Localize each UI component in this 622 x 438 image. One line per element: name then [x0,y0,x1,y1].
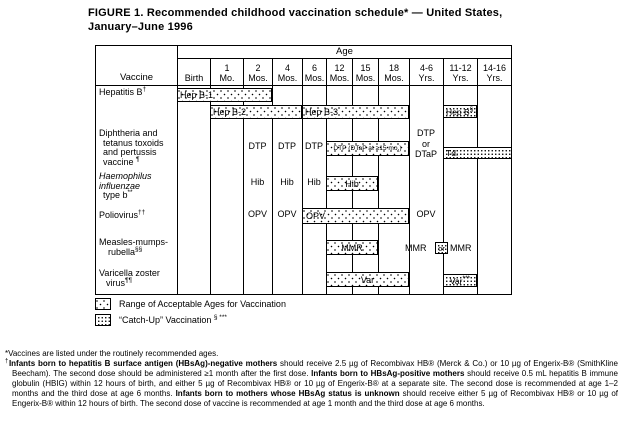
cell-mmr-11-12yrs: MMR [450,243,472,253]
age-header: Age [178,46,511,59]
bar-mmr-or-box: or [435,242,448,254]
col-header-11-12yrs: 11-12 Yrs. [449,63,472,83]
cell-dtp-6mos: DTP [305,141,323,151]
range-pattern-swatch [95,298,111,310]
figure-title [88,7,568,34]
col-header-4mos: 4 Mos. [277,63,298,83]
legend-range-label: Range of Acceptable Ages for Vaccination [119,299,286,309]
bar-var-catchup: Var*** [443,274,477,287]
col-header-18mos: 18 Mos. [384,63,404,83]
bar-dtp-dtap-range: DTP (DTaP at ≥15 mo.) [326,141,409,156]
bar-opv-range: OPV [302,208,409,224]
vaccine-header-label: Vaccine [119,72,154,83]
col-header-12mos: 12 Mos. [329,63,350,83]
legend-catchup-label: “Catch-Up” Vaccination § *** [119,314,227,325]
bar-hep-b-catchup: Hep B§ [443,105,477,118]
bar-hep-b-3: Hep B-3 [302,105,409,119]
bar-hib-range: Hib [326,176,378,191]
footnote-asterisk: *Vaccines are listed under the routinely recommended ages. [5,349,219,358]
legend-range-row [95,298,286,310]
cell-dtp-or-dtap-4-6yrs: DTP or DTaP [414,128,437,159]
catchup-pattern-swatch [95,314,111,326]
legend-catchup-row [95,314,286,326]
legend [95,298,286,330]
vaccine-label-hib: Haemophilus influenzae type b** [99,171,152,200]
vaccine-label-hepatitis-b: Hepatitis B† [99,86,147,97]
cell-hib-4mos: Hib [280,177,294,187]
vaccination-schedule-table [95,45,512,295]
cell-opv-2mos: OPV [247,209,267,219]
figure-title-line2: January–June 1996 [88,20,193,33]
col-header-15mos: 15 Mos. [355,63,376,83]
vaccine-column-header [96,46,177,85]
footnote-dagger: †Infants born to hepatitis B surface antigen (HBsAg)-negative mothers should receive 2.5 µg of Recombivax HB® (Merck & Co.) or 10 µg of Engerix-B® (SmithKline Beecham). The second dose should be administered ≥1 month after the first dose. Infants born to HBsAg-positive mothers should receive 0.5 mL hepatitis B immune globulin (HBIG) within 12 hours of birth, and either 5 µg of Recombivax HB® or 10 µg of Engerix-B® at a separate site. The second dose is recommended at age 1–2 months and the third dose at age 6 months. Infants born to mothers whose HBsAg status is unknown should receive either 5 µg of Recombivax HB® or 10 µg of Engerix-B® within 12 hours of birth. The second dose of vaccine is recommended at age 1 month and the third dose at age 6 months. [5,358,618,408]
col-header-1mo: 1 Mo. [219,63,235,83]
bar-mmr-range: MMR [326,240,378,255]
bar-td-catchup: Td. [443,147,512,159]
vaccine-label-varicella: Varicella zoster virus¶¶ [99,268,160,288]
cell-dtp-4mos: DTP [278,141,296,151]
vaccine-label-dtp: Diphtheria and tetanus toxoids and pertussis vaccine ¶ [99,128,164,167]
cell-opv-4mos: OPV [277,209,297,219]
bar-var-range: Var [326,272,409,287]
figure-title-line1: FIGURE 1. Recommended childhood vaccination schedule* — United States, [88,7,503,19]
vaccine-label-poliovirus: Poliovirus†† [99,209,146,220]
cell-hib-6mos: Hib [307,177,321,187]
bar-hep-b-1: Hep B-1 [177,88,272,102]
vaccine-label-mmr: Measles-mumps- rubella§§ [99,237,169,257]
col-header-14-16yrs: 14-16 Yrs. [482,63,507,83]
col-header-4-6yrs: 4-6 Yrs. [418,63,435,83]
col-header-6mos: 6 Mos. [304,63,325,83]
bar-hep-b-2: Hep B-2 [210,105,302,119]
col-header-birth: Birth [184,72,204,83]
cell-opv-4-6yrs: OPV [416,209,436,219]
footnotes [5,349,618,409]
cell-dtp-2mos: DTP [248,141,267,151]
col-header-2mos: 2 Mos. [248,63,268,83]
cell-mmr-4-6yrs: MMR [405,243,427,253]
schedule-body [96,86,511,294]
cell-hib-2mos: Hib [250,177,265,187]
